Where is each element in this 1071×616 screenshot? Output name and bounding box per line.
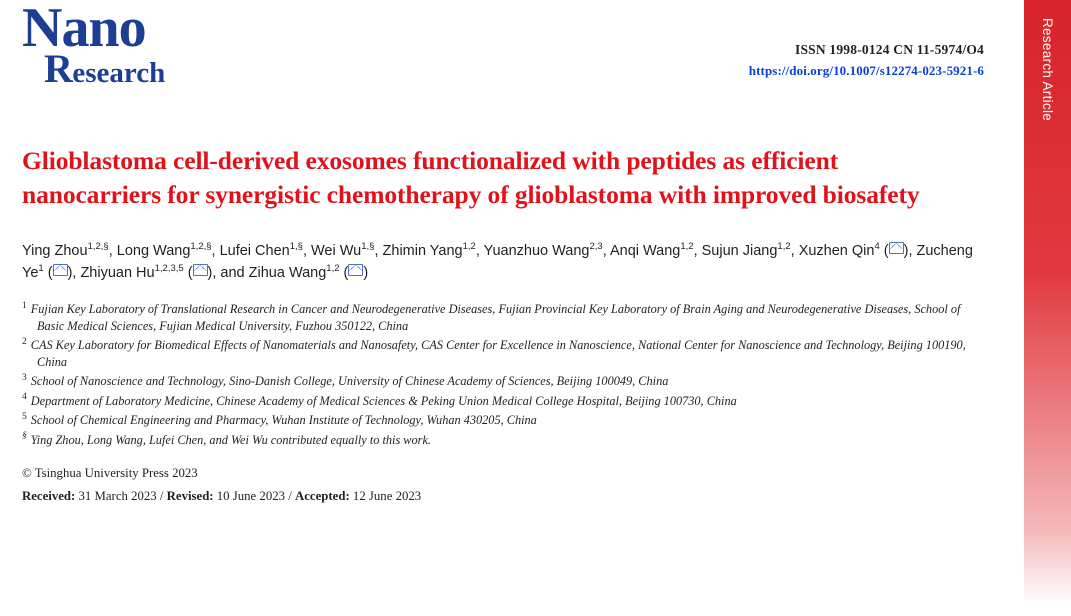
affiliation-marker: 2 — [22, 336, 27, 347]
affiliation-marker: 1 — [22, 300, 27, 311]
received-label: Received: — [22, 489, 76, 503]
equal-contribution-note — [22, 432, 977, 449]
envelope-icon[interactable] — [193, 264, 208, 276]
author-list: Ying Zhou$^{1,2,\S}$, Long Wang$^{1,2,\S}$, Lufei Chen$^{1,\S}$, Wei $Wu^{1,\S}$, Zhimin Yang$^{1,2}$, Yuanzhuo Wang$^{2,3}$, Anqi Wang$^{1,2}$, Sujun Jiang$^{1,2}$, Xuzhen Qin$^4$ ( ), Zucheng Ye$^1$ ( ), Zhiyuan Hu$^{1,2,3,5}$ ( ), and Zihua Wang$^{1,2}$ ( ) — [22, 241, 973, 281]
article-title: Glioblastoma cell-derived exosomes functionalized with peptides as efficient nanocarriers for synergistic chemotherapy of glioblastoma with improved biosafety — [22, 146, 920, 209]
logo-nano-text: Nano — [22, 0, 146, 59]
envelope-icon[interactable] — [889, 242, 904, 254]
research-article-banner-label: Research Article — [1040, 18, 1055, 122]
envelope-icon[interactable] — [348, 264, 363, 276]
affiliation-text: Department of Laboratory Medicine, Chinese Academy of Medical Sciences & Peking Union Medical College Hospital, Beijing 100730, China — [30, 393, 737, 408]
affiliation-text: CAS Key Laboratory for Biomedical Effects of Nanomaterials and Nanosafety, CAS Center for Excellence in Nanoscience, National Center for Nanoscience and Technology, Beijing 100190, China — [30, 338, 966, 369]
accepted-date: 12 June 2023 — [352, 489, 422, 503]
received-date: 31 March 2023 — [78, 489, 157, 503]
revised-label: Revised: — [166, 489, 214, 503]
affiliation-text: School of Chemical Engineering and Pharmacy, Wuhan Institute of Technology, Wuhan 430205, China — [30, 413, 537, 427]
journal-identifiers — [749, 42, 984, 79]
affiliation-item — [22, 412, 977, 429]
affiliation-marker: 3 — [22, 372, 27, 383]
envelope-icon[interactable] — [53, 264, 68, 276]
affiliation-item — [22, 301, 977, 334]
issn-text: ISSN 1998-0124 CN 11-5974/O4 — [795, 42, 984, 57]
equal-contribution-marker: § — [22, 431, 27, 442]
research-article-banner — [1024, 0, 1071, 604]
affiliation-item — [22, 337, 977, 370]
affiliation-item — [22, 393, 977, 410]
affiliation-marker: 4 — [22, 392, 27, 403]
doi-link[interactable]: https://doi.org/10.1007/s12274-023-5921-6 — [748, 63, 984, 78]
journal-masthead — [22, 0, 984, 102]
affiliation-text: Fujian Key Laboratory of Translational Research in Cancer and Neurodegenerative Diseases, Fujian Provincial Key Laboratory of Brain Aging and Neurodegenerative Diseases, School of Basic Medical Sciences, Fujian Medical University, Fuzhou 350122, China — [30, 302, 961, 333]
publication-dates: Received: 31 March 2023 / Revised: 10 June 2023 / Accepted: 12 June 2023 — [22, 489, 422, 503]
revised-date: 10 June 2023 — [216, 489, 286, 503]
equal-contribution-text: Ying Zhou, Long Wang, Lufei Chen, and Wei Wu contributed equally to this work. — [30, 432, 431, 447]
affiliation-marker: 5 — [22, 411, 27, 422]
accepted-label: Accepted: — [295, 489, 350, 503]
affiliation-item — [22, 373, 977, 390]
publication-info — [22, 464, 984, 506]
copyright-text: © Tsinghua University Press 2023 — [22, 466, 198, 480]
logo-research-text: Research — [44, 46, 166, 91]
affiliation-text: School of Nanoscience and Technology, Sino-Danish College, University of Chinese Academy of Sciences, Beijing 100049, China — [30, 374, 669, 388]
nano-research-logo — [22, 2, 165, 92]
affiliation-list — [22, 301, 977, 448]
